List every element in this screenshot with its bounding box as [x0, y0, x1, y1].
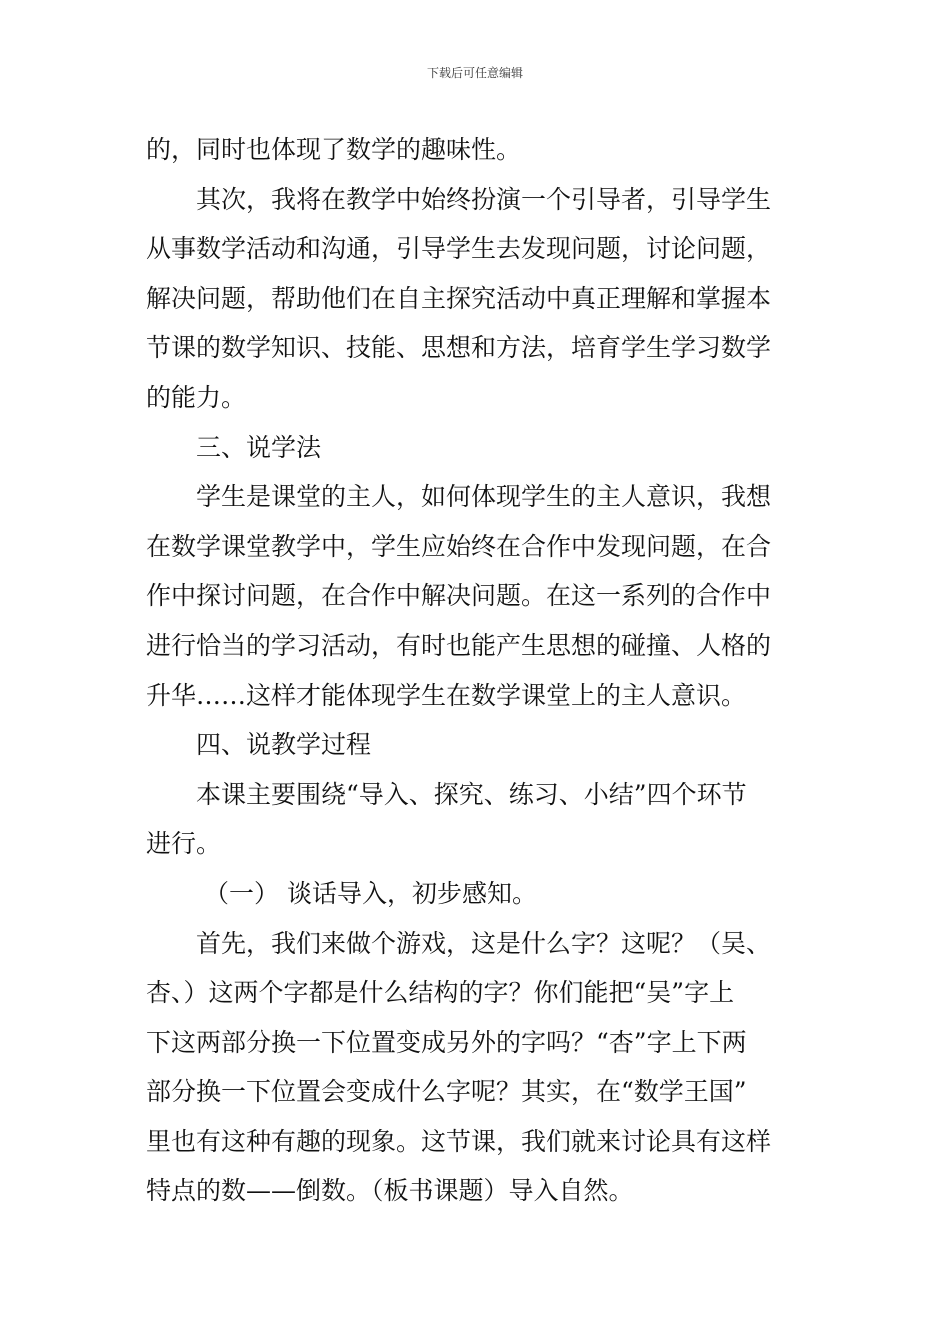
page-header: 下载后可任意编辑: [426, 66, 523, 80]
text-line: 作中探讨问题，在合作中解决问题。在这一系列的合作中: [146, 581, 772, 611]
text-line: 下这两部分换一下位置变成另外的字吗？“杏”字上下两: [146, 1027, 747, 1057]
section-heading: 三、说学法: [196, 432, 322, 462]
text-line: 部分换一下位置会变成什么字呢？其实，在“数学王国”: [146, 1077, 747, 1107]
text-line: 节课的数学知识、技能、思想和方法，培育学生学习数学: [146, 333, 772, 363]
text-line: 的，同时也体现了数学的趣味性。: [146, 135, 522, 164]
text-line: 里也有这种有趣的现象。这节课，我们就来讨论具有这样: [146, 1126, 772, 1156]
text-line: 解决问题，帮助他们在自主探究活动中真正理解和掌握本: [146, 283, 772, 313]
text-line: 其次，我将在教学中始终扮演一个引导者，引导学生: [196, 184, 772, 214]
text-line: 特点的数——倒数。（板书课题）导入自然。: [146, 1176, 634, 1206]
text-line: 首先，我们来做个游戏，这是什么字？这呢？（吴、: [196, 928, 772, 958]
document-body: [146, 125, 806, 1216]
text-line: 进行。: [146, 829, 222, 859]
section-heading: 四、说教学过程: [196, 730, 372, 760]
subsection-heading: （一） 谈话导入，初步感知。: [204, 878, 537, 908]
text-line: 从事数学活动和沟通，引导学生去发现问题，讨论问题，: [146, 234, 772, 264]
text-line: 的能力。: [146, 382, 247, 412]
text-line: 进行恰当的学习活动，有时也能产生思想的碰撞、人格的: [146, 630, 772, 660]
text-line: 在数学课堂教学中，学生应始终在合作中发现问题，在合: [146, 531, 772, 561]
text-line: 杏、）这两个字都是什么结构的字？你们能把“吴”字上: [146, 978, 735, 1008]
text-line: 学生是课堂的主人，如何体现学生的主人意识，我想: [196, 482, 772, 512]
text-line: 升华……这样才能体现学生在数学课堂上的主人意识。: [146, 680, 747, 710]
text-line: 本课主要围绕“导入、探究、练习、小结”四个环节: [196, 779, 747, 809]
